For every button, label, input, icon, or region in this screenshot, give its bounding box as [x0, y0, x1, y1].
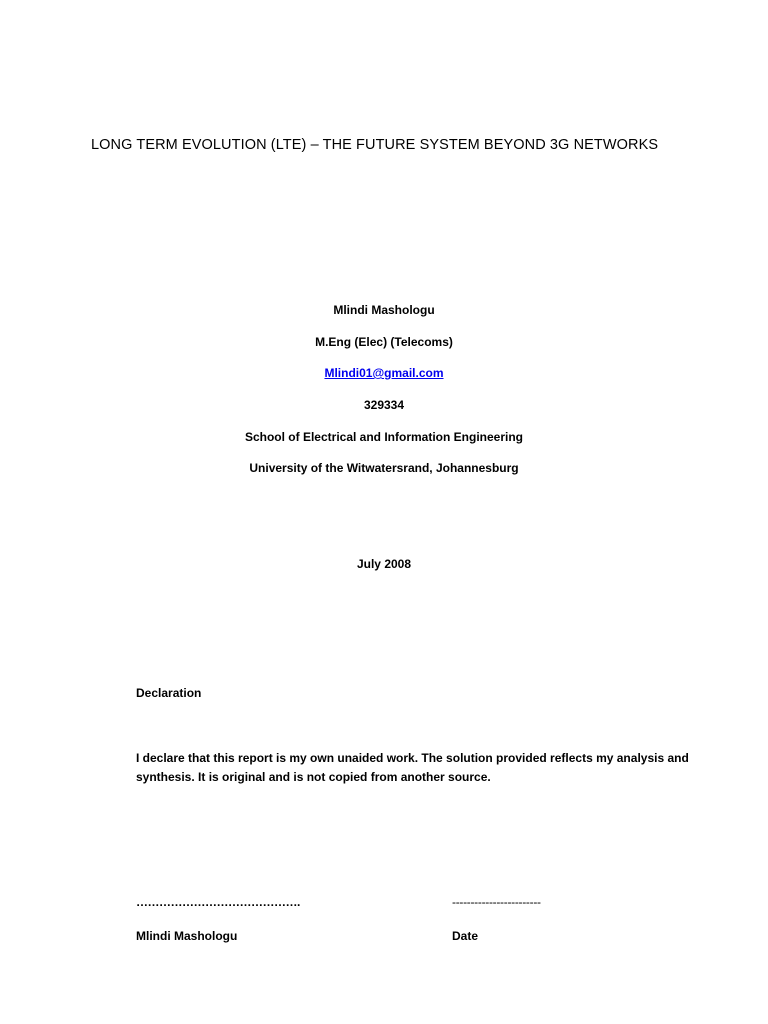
declaration-heading: Declaration — [136, 686, 202, 700]
declaration-line-1: I declare that this report is my own unaided work. The solution provided reflects my analysis and — [136, 751, 689, 765]
email-line — [0, 366, 768, 380]
email-link[interactable]: Mlindi01@gmail.com — [324, 366, 444, 380]
date-line: ------------------------ — [452, 895, 541, 909]
document-title: LONG TERM EVOLUTION (LTE) – THE FUTURE SYSTEM BEYOND 3G NETWORKS — [91, 137, 659, 153]
document-date: July 2008 — [356, 557, 412, 571]
signature-line: ……………………………………. — [136, 895, 300, 909]
school-name: School of Electrical and Information Engineering — [244, 430, 524, 444]
declaration-line-2: synthesis. It is original and is not copied from another source. — [136, 770, 491, 784]
author-name: Mlindi Mashologu — [333, 303, 435, 317]
declaration-text — [136, 749, 696, 787]
student-number: 329334 — [363, 398, 405, 412]
degree: M.Eng (Elec) (Telecoms) — [315, 335, 453, 349]
university-name: University of the Witwatersrand, Johannesburg — [249, 461, 519, 475]
signatory-name: Mlindi Mashologu — [136, 929, 238, 943]
date-label: Date — [452, 929, 479, 943]
